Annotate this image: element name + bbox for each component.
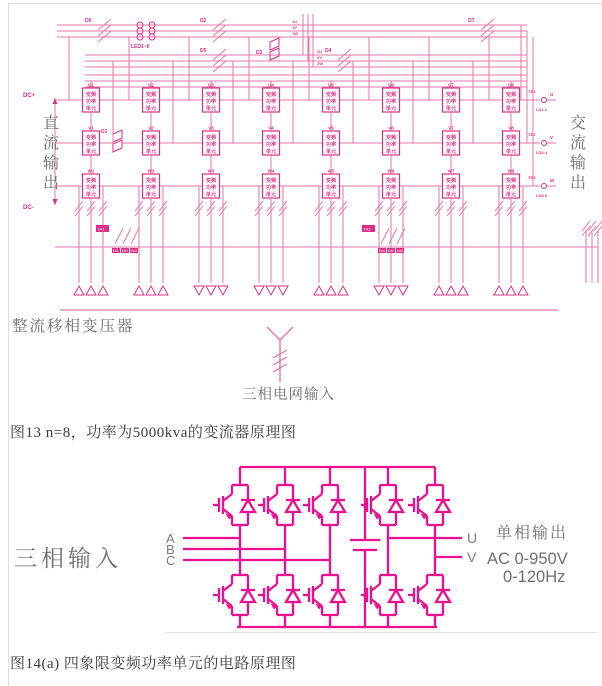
igbt-collector (313, 584, 322, 591)
contactor-label: TA1 (97, 226, 105, 232)
relay-label: KA4 (378, 249, 385, 253)
winding-up-triangle-icon (338, 286, 348, 295)
power-unit-box-text: 变频 (85, 135, 97, 141)
wire-tag: 2V (317, 55, 322, 60)
winding-up-triangle-icon (314, 286, 324, 295)
power-unit-id-label: V3 (208, 125, 214, 131)
terminal-tag-label: LD3-4 (536, 150, 548, 155)
input-phase-label: C (166, 553, 176, 568)
power-unit-box-text: 单元 (265, 192, 277, 198)
winding-up-triangle-icon (506, 286, 516, 295)
power-unit-box-text: 单元 (385, 149, 397, 155)
power-unit-box-text: 变频 (145, 135, 157, 141)
power-unit-id-label: U3 (208, 82, 214, 88)
power-unit-box-text: 单元 (505, 192, 517, 198)
diode-triangle-icon (389, 590, 403, 602)
diode-triangle-icon (331, 500, 345, 512)
relay-label: KA2 (121, 249, 128, 253)
power-unit-box-text: 变频 (445, 178, 457, 184)
power-unit-id-label: V4 (268, 125, 274, 131)
power-unit-box-text: 变频 (385, 135, 397, 141)
power-unit-id-label: U2 (148, 82, 154, 88)
power-unit-box-text: 功率 (385, 99, 397, 105)
power-unit-box-text: 功率 (325, 185, 337, 191)
power-unit-box-text: 变频 (265, 178, 277, 184)
power-unit-id-label: W5 (327, 168, 335, 174)
power-unit-box-text: 变频 (145, 178, 157, 184)
power-unit-box-text: 单元 (445, 106, 457, 112)
diode-triangle-icon (436, 500, 450, 512)
power-unit-box-text: 单元 (85, 149, 97, 155)
wire-tag: 2U (317, 49, 323, 54)
power-unit-box-text: 变频 (205, 178, 217, 184)
power-unit-box-text: 变频 (205, 92, 217, 98)
diode-triangle-icon (331, 590, 345, 602)
power-unit-id-label: W8 (507, 168, 515, 174)
transformer-label: 整流移相变压器 (12, 318, 135, 335)
contactor-pole-slash (389, 228, 397, 244)
power-unit-box-text: 功率 (85, 142, 97, 148)
power-unit-box-text: 单元 (505, 106, 517, 112)
winding-up-triangle-icon (446, 286, 456, 295)
power-unit-box-text: 功率 (265, 185, 277, 191)
power-unit-box-text: 功率 (205, 185, 217, 191)
power-unit-box-text: 单元 (145, 106, 157, 112)
figure13-caption: 图13 n=8，功率为5000kva的变流器原理图 (10, 425, 297, 441)
power-unit-box-text: 功率 (325, 99, 337, 105)
power-unit-id-label: V7 (448, 125, 454, 131)
igbt-collector (223, 494, 232, 501)
ac-output-label: 交流输出 (569, 115, 587, 192)
power-unit-box-text: 变频 (85, 178, 97, 184)
power-unit-box-text: 单元 (265, 106, 277, 112)
power-unit-box-text: 功率 (445, 142, 457, 148)
grid-input-label: 三相电网输入 (242, 387, 335, 403)
power-unit-id-label: V5 (328, 125, 334, 131)
figure13-drawing-layer (12, 14, 602, 403)
power-unit-box-text: 单元 (445, 149, 457, 155)
power-unit-box-text: 变频 (505, 135, 517, 141)
winding-up-triangle-icon (134, 286, 144, 295)
power-unit-box-text: 功率 (505, 99, 517, 105)
power-unit-box-text: 单元 (325, 149, 337, 155)
power-unit-box-text: 功率 (145, 185, 157, 191)
winding-down-triangle-icon (218, 286, 228, 295)
power-unit-box-text: 单元 (325, 192, 337, 198)
winding-down-triangle-icon (386, 286, 396, 295)
contactor-pole-slash (381, 228, 389, 244)
contactor-pole-slash (123, 228, 131, 244)
connector-plug-icon (270, 38, 279, 60)
power-unit-id-label: W3 (207, 168, 215, 174)
wye-symbol (267, 327, 280, 340)
winding-up-triangle-icon (158, 286, 168, 295)
power-unit-box-text: 单元 (145, 192, 157, 198)
power-unit-id-label: W1 (87, 168, 95, 174)
figure14-caption: 图14(a) 四象限变频功率单元的电路原理图 (10, 656, 297, 672)
power-unit-id-label: W6 (387, 168, 395, 174)
power-unit-box-text: 变频 (325, 135, 337, 141)
terminal-bus-label: TB2 (528, 132, 536, 137)
switch-label: D6 (85, 18, 92, 24)
winding-up-triangle-icon (458, 286, 468, 295)
input-phase-label: B (166, 542, 175, 557)
power-unit-id-label: W4 (267, 168, 275, 174)
output-phase-label: U (467, 530, 478, 546)
power-unit-box-text: 变频 (445, 135, 457, 141)
connector-plug-icon (113, 130, 122, 152)
power-unit-box-text: 变频 (145, 92, 157, 98)
relay-label: KA3 (130, 249, 137, 253)
single-phase-output-label: 单相输出 (496, 525, 569, 542)
power-unit-box-text: 功率 (445, 185, 457, 191)
diode-triangle-icon (286, 590, 300, 602)
terminal-bus-label: TB3 (528, 175, 536, 180)
winding-up-triangle-icon (494, 286, 504, 295)
wire-tag: 1V (292, 25, 297, 30)
power-unit-box-text: 功率 (385, 142, 397, 148)
figure14-drawing-layer (14, 467, 568, 627)
power-unit-box-text: 功率 (505, 185, 517, 191)
power-unit-box-text: 单元 (205, 149, 217, 155)
igbt-collector (371, 494, 380, 501)
igbt-collector (313, 494, 322, 501)
winding-up-triangle-icon (74, 286, 84, 295)
power-unit-box-text: 单元 (85, 106, 97, 112)
winding-down-triangle-icon (254, 286, 264, 295)
diode-triangle-icon (241, 590, 255, 602)
connector-label: D1 (101, 129, 108, 135)
power-unit-id-label: U7 (448, 82, 454, 88)
power-unit-id-label: U8 (508, 82, 514, 88)
lamp-group-label: LED1~6 (131, 44, 150, 50)
power-unit-box-text: 功率 (445, 99, 457, 105)
power-unit-box-text: 变频 (325, 92, 337, 98)
winding-up-triangle-icon (146, 286, 156, 295)
contactor-pole-slash (131, 228, 139, 244)
power-unit-id-label: U1 (88, 82, 94, 88)
power-unit-id-label: V8 (508, 125, 514, 131)
power-unit-box-text: 变频 (265, 135, 277, 141)
winding-up-triangle-icon (326, 286, 336, 295)
switch-label: D7 (468, 18, 475, 24)
ac-terminal-icon (542, 141, 547, 146)
power-unit-id-label: U6 (388, 82, 394, 88)
power-unit-box-text: 功率 (145, 99, 157, 105)
power-unit-box-text: 功率 (265, 142, 277, 148)
power-unit-box-text: 功率 (85, 185, 97, 191)
relay-label: KA6 (396, 249, 403, 253)
connector-label: D3 (256, 50, 263, 56)
output-voltage-spec: AC 0-950V (487, 550, 568, 568)
winding-down-triangle-icon (206, 286, 216, 295)
power-unit-box-text: 变频 (325, 178, 337, 184)
terminal-bus-label: TB1 (528, 89, 536, 94)
power-unit-box-text: 单元 (445, 192, 457, 198)
input-phase-label: A (166, 531, 175, 546)
power-unit-box-text: 变频 (265, 92, 277, 98)
wire-tag: 2W (317, 61, 323, 66)
terminal-phase-label: U (550, 92, 554, 97)
switch-label: D4 (325, 48, 332, 54)
winding-down-triangle-icon (194, 286, 204, 295)
power-unit-id-label: W2 (147, 168, 155, 174)
power-unit-box-text: 单元 (385, 106, 397, 112)
power-unit-box-text: 功率 (505, 142, 517, 148)
power-unit-id-label: U5 (328, 82, 334, 88)
contactor-pole-slash (115, 228, 123, 244)
power-unit-box-text: 单元 (325, 106, 337, 112)
figure14-igbt-bridge-schematic (0, 448, 602, 648)
power-unit-box-text: 变频 (505, 92, 517, 98)
igbt-collector (268, 494, 277, 501)
power-unit-box-text: 单元 (385, 192, 397, 198)
power-unit-id-label: V6 (388, 125, 394, 131)
power-unit-box-text: 功率 (145, 142, 157, 148)
power-unit-box-text: 功率 (325, 142, 337, 148)
winding-down-triangle-icon (278, 286, 288, 295)
wye-symbol (280, 327, 293, 340)
power-unit-box-text: 单元 (205, 106, 217, 112)
switch-label: D5 (200, 48, 207, 54)
ac-terminal-icon (542, 98, 547, 103)
terminal-phase-label: V (550, 135, 554, 140)
diode-triangle-icon (241, 500, 255, 512)
power-unit-box-text: 功率 (385, 185, 397, 191)
igbt-collector (418, 494, 427, 501)
output-phase-label: V (467, 549, 477, 565)
terminal-tag-label: LD5-6 (536, 193, 548, 198)
winding-down-triangle-icon (398, 286, 408, 295)
dc-output-label: 直流输出 (42, 115, 60, 192)
igbt-collector (371, 584, 380, 591)
power-unit-id-label: U4 (268, 82, 274, 88)
power-unit-box-text: 单元 (145, 149, 157, 155)
wire-tag: 1U (292, 19, 298, 24)
power-unit-box-text: 变频 (445, 92, 457, 98)
three-phase-input-label: 三相输入 (14, 545, 122, 571)
wire-tag: 1W (292, 31, 298, 36)
dc-terminal-arrow-icon (53, 98, 58, 104)
relay-label: KA1 (112, 249, 119, 253)
winding-up-triangle-icon (518, 286, 528, 295)
power-unit-id-label: V1 (88, 125, 94, 131)
relay-label: KA5 (387, 249, 394, 253)
contactor-pole-slash (397, 228, 405, 244)
power-unit-box-text: 功率 (85, 99, 97, 105)
dc-minus-terminal-label: DC- (23, 205, 34, 211)
winding-down-triangle-icon (374, 286, 384, 295)
power-unit-box-text: 单元 (265, 149, 277, 155)
switch-label: D2 (200, 18, 207, 24)
power-unit-box-text: 变频 (385, 92, 397, 98)
power-unit-box-text: 功率 (265, 99, 277, 105)
diode-triangle-icon (389, 500, 403, 512)
dc-terminal-arrow-icon (53, 199, 58, 205)
output-frequency-spec: 0-120Hz (503, 568, 566, 586)
igbt-collector (418, 584, 427, 591)
winding-up-triangle-icon (434, 286, 444, 295)
diode-triangle-icon (436, 590, 450, 602)
igbt-collector (268, 584, 277, 591)
power-unit-id-label: V2 (148, 125, 154, 131)
power-unit-box-text: 功率 (205, 99, 217, 105)
terminal-tag-label: LD1-2 (536, 107, 548, 112)
power-unit-box-text: 变频 (385, 178, 397, 184)
power-unit-box-text: 变频 (205, 135, 217, 141)
power-unit-box-text: 变频 (505, 178, 517, 184)
power-unit-box-text: 单元 (205, 192, 217, 198)
power-unit-box-text: 功率 (205, 142, 217, 148)
power-unit-id-label: W7 (447, 168, 455, 174)
winding-down-triangle-icon (266, 286, 276, 295)
winding-up-triangle-icon (86, 286, 96, 295)
winding-up-triangle-icon (98, 286, 108, 295)
contactor-label: TA2 (363, 226, 371, 232)
terminal-phase-label: W (550, 178, 555, 183)
igbt-collector (223, 584, 232, 591)
diode-triangle-icon (286, 500, 300, 512)
power-unit-box-text: 单元 (85, 192, 97, 198)
power-unit-box-text: 变频 (85, 92, 97, 98)
dc-plus-terminal-label: DC+ (23, 93, 36, 99)
ac-terminal-icon (542, 184, 547, 189)
power-unit-box-text: 单元 (505, 149, 517, 155)
